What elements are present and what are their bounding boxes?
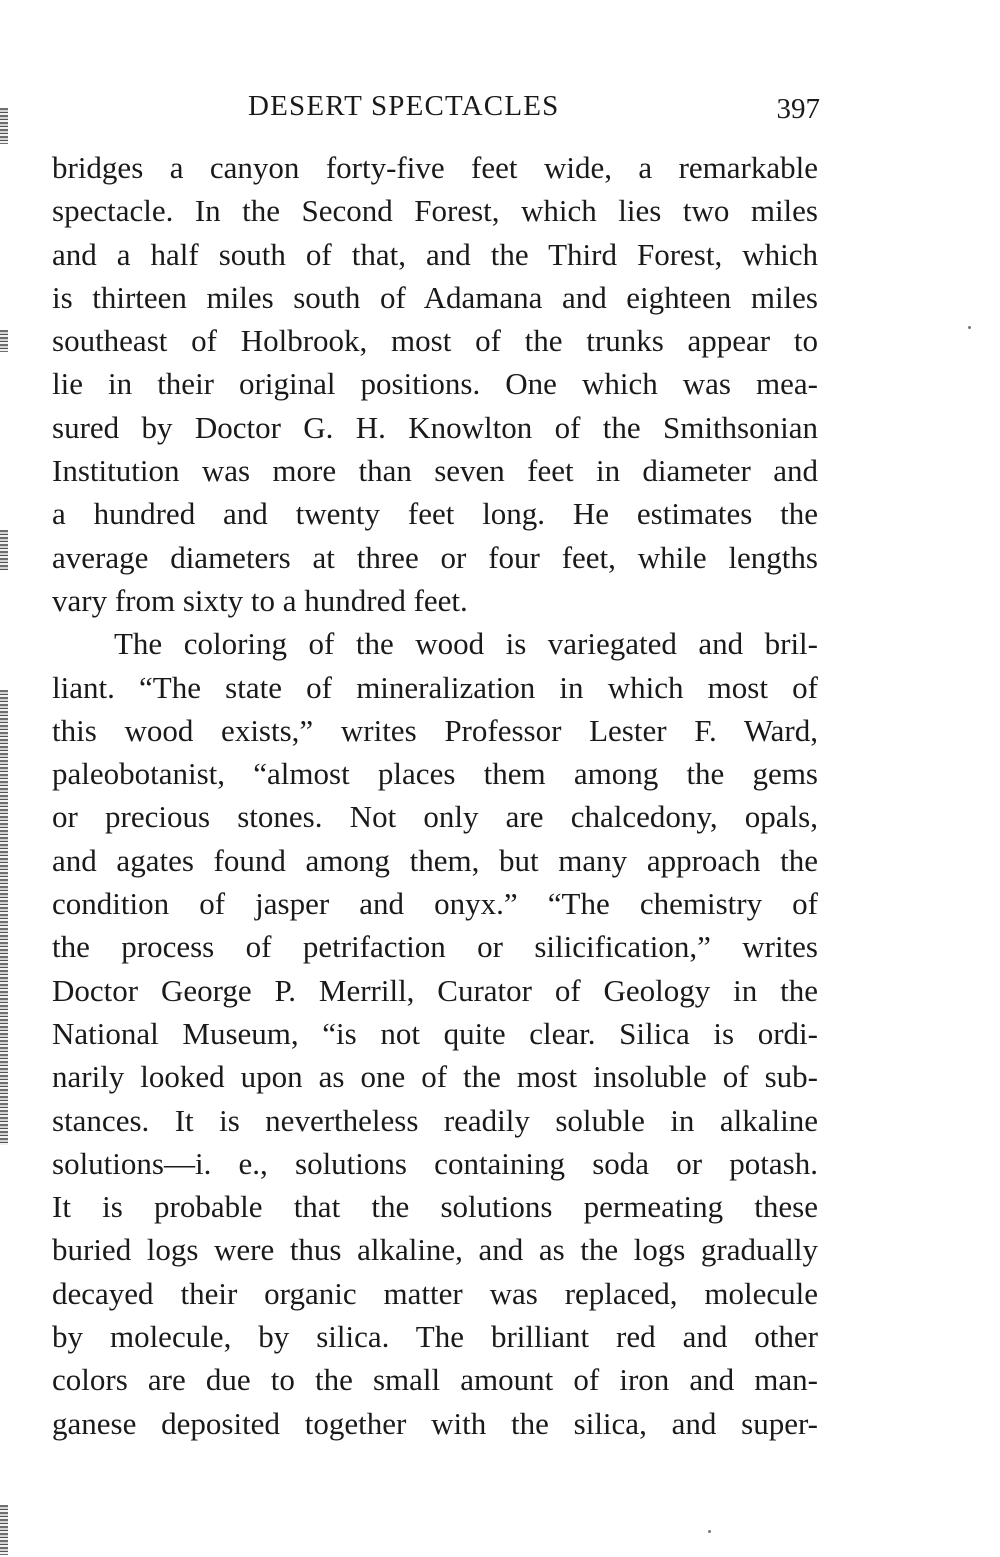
scan-artifact — [0, 330, 8, 352]
text-line: sured by Doctor G. H. Knowlton of the Smithsonian — [52, 409, 818, 445]
scan-artifact — [0, 530, 8, 570]
scan-artifact — [0, 690, 8, 1145]
text-line: It is probable that the solutions permeating these — [52, 1189, 818, 1225]
page-number: 397 — [776, 93, 820, 125]
text-line: condition of jasper and onyx.” “The chemistry of — [52, 886, 818, 922]
text-line: Doctor George P. Merrill, Curator of Geology in the — [52, 972, 818, 1008]
text-line: this wood exists,” writes Professor Lester F. Ward, — [52, 712, 818, 748]
text-line: and a half south of that, and the Third Forest, which — [52, 236, 818, 272]
scan-artifact — [0, 108, 8, 144]
text-line: Institution was more than seven feet in diameter and — [52, 453, 818, 489]
text-line: narily looked upon as one of the most insoluble of sub- — [52, 1059, 818, 1095]
scan-speck — [968, 326, 971, 329]
text-line: southeast of Holbrook, most of the trunks appear to — [52, 323, 818, 359]
text-line: stances. It is nevertheless readily soluble in alkaline — [52, 1102, 818, 1138]
text-line: solutions—i. e., solutions containing soda or potash. — [52, 1145, 818, 1181]
text-line: is thirteen miles south of Adamana and eighteen miles — [52, 279, 818, 315]
text-line: decayed their organic matter was replaced, molecule — [52, 1275, 818, 1311]
text-line: buried logs were thus alkaline, and as the logs gradually — [52, 1232, 818, 1268]
text-line: vary from sixty to a hundred feet. — [52, 582, 468, 618]
running-head — [52, 86, 820, 126]
text-line: National Museum, “is not quite clear. Silica is ordi- — [52, 1015, 818, 1051]
text-line: and agates found among them, but many approach the — [52, 842, 818, 878]
paragraph-first-line: The coloring of the wood is variegated and bril- — [114, 626, 818, 662]
text-line: lie in their original positions. One which was mea- — [52, 366, 818, 402]
text-line: bridges a canyon forty-five feet wide, a remarkable — [52, 150, 818, 185]
text-line: colors are due to the small amount of iron and man- — [52, 1362, 818, 1398]
text-line: a hundred and twenty feet long. He estimates the — [52, 496, 818, 532]
text-line: liant. “The state of mineralization in which most of — [52, 669, 818, 705]
scan-artifact — [0, 1505, 8, 1555]
text-line: ganese deposited together with the silica, and super- — [52, 1405, 818, 1441]
scan-speck — [708, 1530, 711, 1533]
text-line: paleobotanist, “almost places them among the gems — [52, 756, 818, 792]
text-line: average diameters at three or four feet, while lengths — [52, 539, 818, 575]
text-line: spectacle. In the Second Forest, which lies two miles — [52, 193, 818, 229]
running-title: DESERT SPECTACLES — [248, 90, 560, 122]
text-line: the process of petrifaction or silicification,” writes — [52, 929, 818, 965]
text-line: or precious stones. Not only are chalcedony, opals, — [52, 799, 818, 835]
body-text — [52, 146, 818, 1445]
text-line: by molecule, by silica. The brilliant red and other — [52, 1319, 818, 1355]
